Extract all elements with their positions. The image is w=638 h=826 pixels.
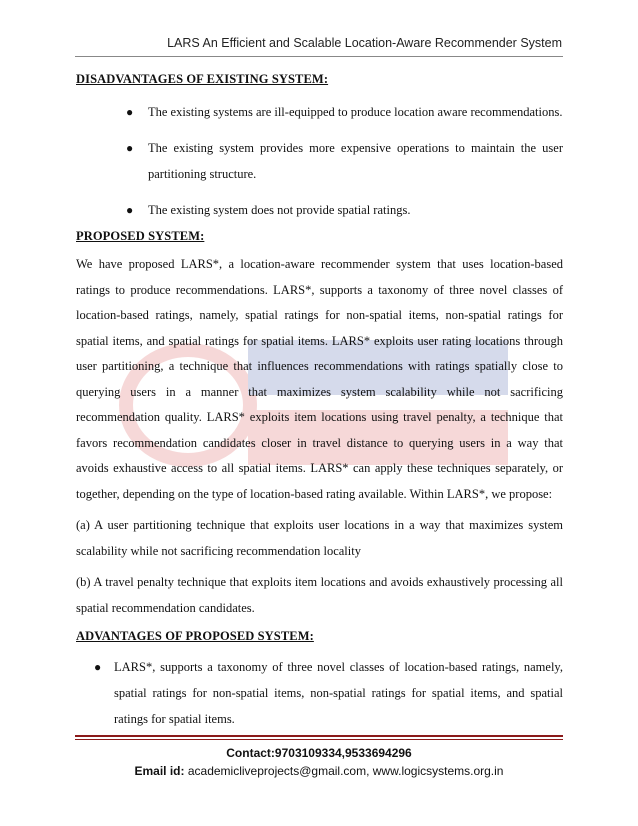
bullet-icon: ● (126, 105, 134, 119)
advantages-list (76, 654, 563, 732)
running-header: LARS An Efficient and Scalable Location-Aware Recommender System (167, 36, 562, 50)
list-item: ● The existing systems are ill-equipped to produce location aware recommendations. (76, 99, 563, 125)
disadvantages-list (76, 99, 563, 223)
disadvantages-heading: DISADVANTAGES OF EXISTING SYSTEM: (76, 72, 329, 86)
contact-label: Contact: (226, 746, 275, 760)
email-label: Email id: (134, 764, 185, 778)
footer-contact (0, 746, 638, 760)
proposed-point-b: (b) A travel penalty technique that exploits item locations and avoids exhaustively processing all spatial recommendation candidates. (76, 575, 563, 615)
bullet-icon: ● (126, 141, 134, 155)
proposed-heading: PROPOSED SYSTEM: (76, 229, 205, 243)
footer-rule (75, 735, 563, 737)
header-rule (75, 56, 563, 57)
footer-rule-thin (75, 739, 563, 740)
proposed-point-a: (a) A user partitioning technique that exploits user locations in a way that maximizes system scalability while not sacrificing recommendation locality (76, 518, 563, 558)
advantages-heading: ADVANTAGES OF PROPOSED SYSTEM: (76, 629, 314, 643)
bullet-icon: ● (126, 203, 134, 217)
footer-email (0, 764, 638, 778)
contact-phone: 9703109334,9533694296 (274, 746, 412, 760)
bullet-icon: ● (94, 660, 102, 674)
email-value: academicliveprojects@gmail.com, www.logicsystems.org.in (187, 764, 504, 778)
main-content (76, 72, 563, 732)
list-item: ● LARS*, supports a taxonomy of three novel classes of location-based ratings, namely, spatial ratings for non-spatial items, non-spatial ratings for spatial items, and spatial ratings for spatial items. (76, 654, 563, 732)
list-item: ● The existing system provides more expensive operations to maintain the user partitioning structure. (76, 135, 563, 187)
list-item: ● The existing system does not provide spatial ratings. (76, 197, 563, 223)
proposed-paragraph: We have proposed LARS*, a location-aware recommender system that uses location-based ratings to produce recommendations. LARS*, supports a taxonomy of three novel classes of location-based ratings, namely, spatial ratings for non-spatial items, non-spatial ratings for spatial items, and spatial ratings for spatial items. LARS* exploits user rating locations through user partitioning, a technique that influences recommendations with ratings spatially close to querying users in a manner that maximizes system scalability while not sacrificing recommendation quality. LARS* exploits item locations using travel penalty, a technique that favors recommendation candidates closer in travel distance to querying users in a way that avoids exhaustive access to all spatial items. LARS* can apply these techniques separately, or together, depending on the type of location-based rating available. Within LARS*, we propose: (76, 257, 563, 501)
